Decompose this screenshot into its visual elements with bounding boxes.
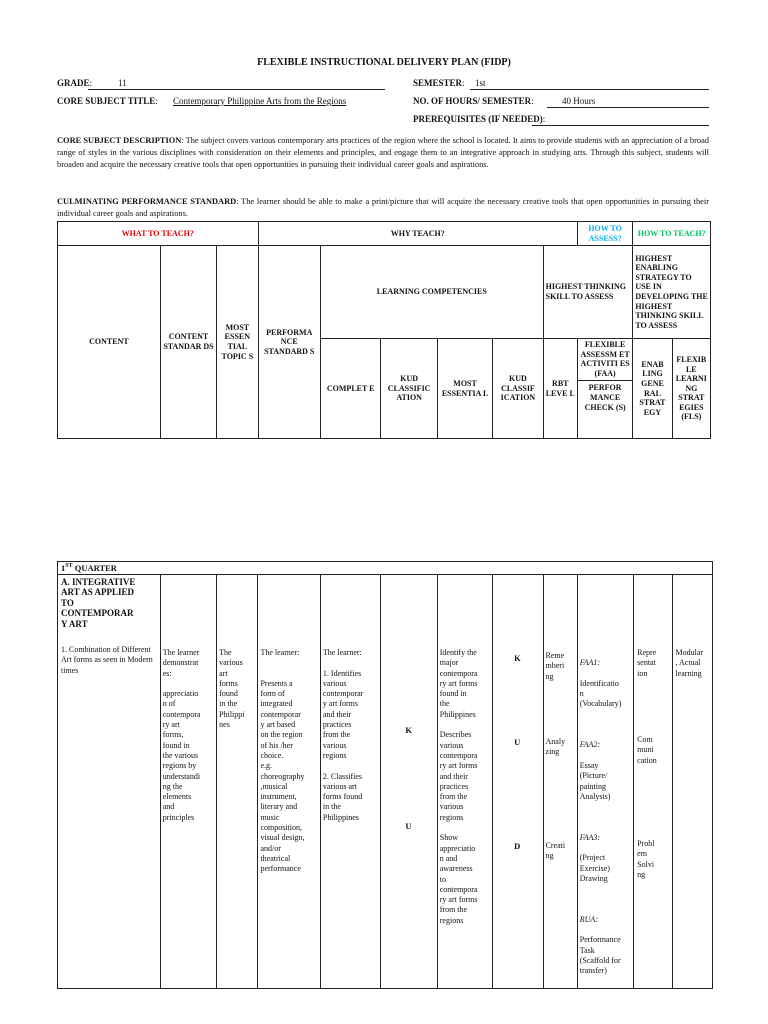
- faa3-text: (Project Exercise) Drawing: [579, 853, 610, 883]
- content-header: CONTENT: [58, 246, 161, 439]
- assessment-activities-cell: [577, 575, 633, 989]
- how-to-teach-header: HOW TO TEACH?: [633, 222, 711, 246]
- learning-competencies-header: LEARNING COMPETENCIES: [320, 246, 543, 339]
- rbt-remembering: Reme mberi ng: [545, 651, 565, 681]
- complete-competency-cell: The learner: 1. Identifies various contemporar y art forms and their practices from the various regions 2. Classifies various art forms found in the Philippines: [320, 575, 380, 989]
- performance-standard-cell: The learner: Presents a form of integrated contemporar y art based on the region of his /her choice. e.g. choreography ,musical instrument, literary and music composition, visual design, and/or theatrical performance: [258, 575, 320, 989]
- semester-value: 1st: [475, 78, 486, 88]
- core-subject-title-value: Contemporary Philippine Arts from the Regions: [173, 96, 347, 106]
- strategy-communication: Com muni cation: [637, 735, 657, 765]
- rbt-analyzing: Analy zing: [545, 737, 566, 757]
- performance-check-header: PERFOR MANCE CHECK (S): [584, 383, 626, 412]
- hours-label: NO. OF HOURS/ SEMESTER:: [413, 96, 534, 106]
- kud-k-2: K: [514, 653, 521, 663]
- rbt-level-cell: [543, 575, 577, 989]
- most-essential-topic-cell: The various art forms found in the Philippi nes: [217, 575, 258, 989]
- core-subject-title-label: CORE SUBJECT TITLE:: [57, 96, 158, 106]
- faa3-label: FAA3:: [579, 832, 601, 842]
- most-essential-header: MOST ESSENTIA L: [437, 339, 492, 439]
- kud-classification-cell: [381, 575, 437, 989]
- prerequisites-underline: [532, 125, 709, 126]
- rbt-creating: Creati ng: [545, 841, 566, 861]
- kud-u-1: U: [405, 821, 412, 831]
- content-cell: [58, 575, 161, 989]
- grade-label: GRADE:: [57, 78, 93, 88]
- flexible-learning-strategies-cell: Modular , Actual learning: [673, 575, 713, 989]
- faa1-label: FAA1:: [579, 658, 601, 668]
- strategy-problem-solving: Probl em Solvi ng: [637, 839, 655, 879]
- performance-standards-header: PERFORMA NCE STANDARD S: [258, 246, 320, 439]
- grade-value: 11: [118, 78, 127, 88]
- semester-label: SEMESTER:: [413, 78, 465, 88]
- content-standards-header: CONTENT STANDAR DS: [160, 246, 216, 439]
- most-essential-topics-header: MOST ESSEN TIAL TOPIC S: [217, 246, 258, 439]
- kud-d-2: D: [514, 841, 521, 851]
- faa2-text: Essay (Picture/ painting Analysis): [579, 760, 611, 801]
- kud-u-2: U: [514, 737, 521, 747]
- subtopic: 1. Combination of Different Art forms as seen in Modern times: [61, 645, 153, 675]
- semester-underline: [470, 89, 709, 90]
- strategy-representation: Repre sentat ion: [637, 648, 657, 678]
- kud-classification-2-cell: [493, 575, 543, 989]
- complete-header: COMPLET E: [320, 339, 380, 439]
- most-essential-competency-cell: Identify the major contempora ry art forms found in the Philippines Describes various contempora ry art forms and their practices from the various regions Show appreciatio n and awareness to contempora ry art forms from the regions: [437, 575, 492, 989]
- topic-title: A. INTEGRATIVE ART AS APPLIED TO CONTEMPORAR Y ART: [61, 577, 136, 629]
- rbt-level-header: RBT LEVE L: [543, 339, 577, 439]
- highest-enabling-strategy-header: HIGHEST ENABLING STRATEGY TO USE IN DEVELOPING THE HIGHEST THINKING SKILL TO ASSESS: [633, 246, 711, 339]
- enabling-strategy-cell: [634, 575, 673, 989]
- faa1-text: Identificatio n (Vocabulary): [579, 678, 622, 709]
- content-standard-cell: The learner demonstrat es: appreciatio n of contempora ry art forms, found in the various regions by understandi ng the elements and principles: [160, 575, 216, 989]
- quarter-table: [57, 561, 713, 989]
- grade-underline: [88, 89, 385, 90]
- rua-text: Performance Task (Scaffold for transfer): [579, 935, 621, 976]
- quarter-label: 1ST QUARTER: [58, 562, 713, 575]
- how-to-assess-header: HOW TO ASSESS?: [577, 222, 632, 246]
- assessment-activities-header: [577, 339, 632, 439]
- document-title: FLEXIBLE INSTRUCTIONAL DELIVERY PLAN (FIDP): [257, 57, 511, 68]
- enabling-general-strategy-header: ENAB LING GENE RAL STRAT EGY: [633, 339, 672, 439]
- faa2-label: FAA2:: [579, 740, 601, 750]
- prerequisites-label: PREREQUISITES (IF NEEDED):: [413, 114, 546, 124]
- hours-underline: [547, 107, 709, 108]
- rua-label: RUA:: [579, 914, 598, 924]
- hours-value: 40 Hours: [562, 96, 596, 106]
- what-to-teach-header: WHAT TO TEACH?: [58, 222, 259, 246]
- core-subject-description: CORE SUBJECT DESCRIPTION: The subject covers various contemporary arts practices of the region where the school is located. It aims to provide students with an appreciation of a broad range of styles in the various disciplines with consideration on their elements and principles, and engage them to an integrative approach in studying arts. Through this subject, students will broaden and acquire the necessary creative tools that open opportunities in pursuing their individual career goals and aspirations.: [57, 136, 709, 170]
- kud-classification-header: KUD CLASSIFIC ATION: [381, 339, 437, 439]
- why-teach-header: WHY TEACH?: [258, 222, 577, 246]
- faa-header: FLEXIBLE ASSESSM ET ACTIVITI ES (FAA): [578, 339, 632, 381]
- kud-classification-2-header: KUD CLASSIF ICATION: [493, 339, 543, 439]
- plan-header-table: [57, 221, 711, 439]
- flexible-learning-strategies-header: FLEXIB LE LEARNI NG STRAT EGIES (FLS): [672, 339, 710, 439]
- kud-k-1: K: [405, 725, 412, 735]
- culminating-performance-standard: CULMINATING PERFORMANCE STANDARD: The learner should be able to make a print/picture that will acquire the necessary creative tools that open opportunities in pursuing their individual career goals and aspirations.: [57, 197, 709, 219]
- highest-thinking-skill-header: HIGHEST THINKING SKILL TO ASSESS: [543, 246, 633, 339]
